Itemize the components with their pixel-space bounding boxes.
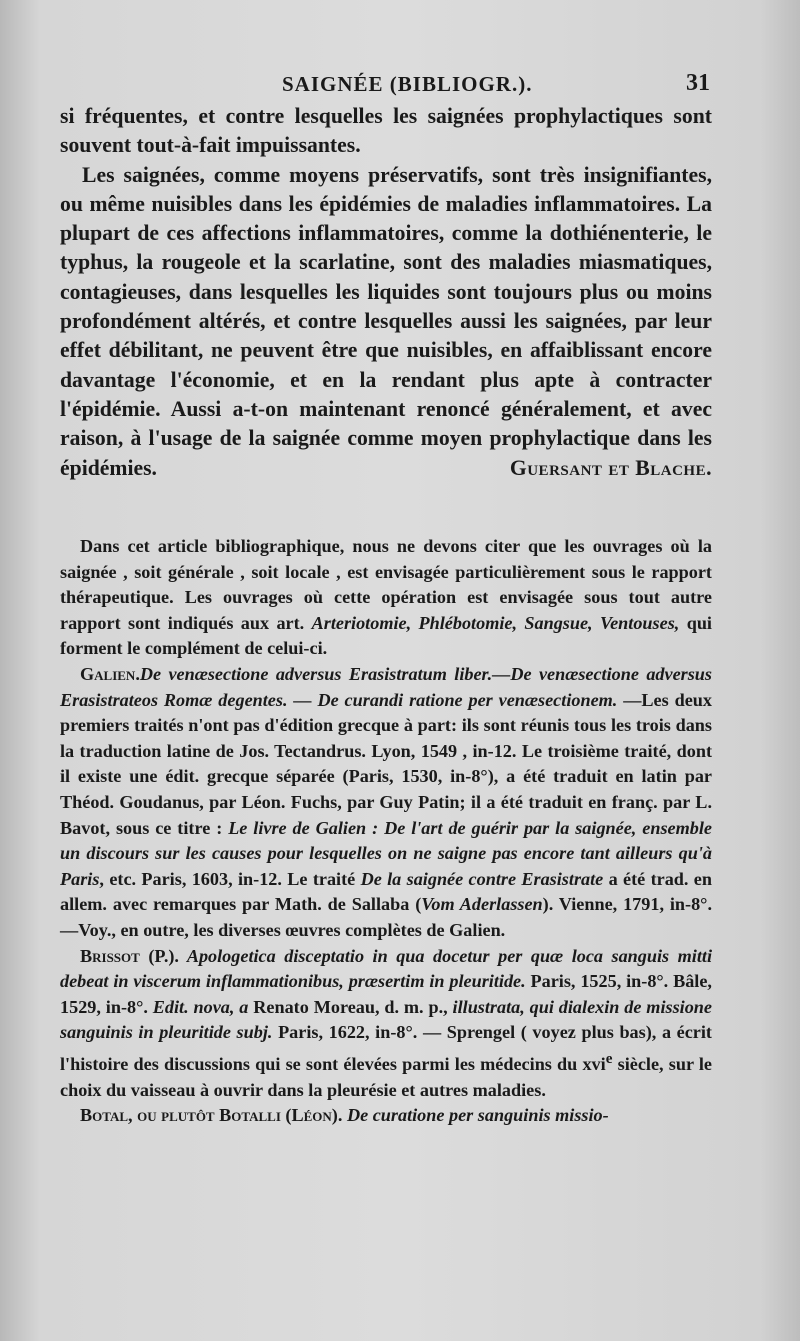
entry-text: —Les deux premiers traités n'ont pas d'édition grecque à part: ils sont réunis tous les trois dans la traduction latine de Jos. Tectandrus. Lyon, 1549 , in-12. Le troisième traité, dont il existe une édit. grecque séparée (Paris, 1530, in-8°), a été traduit en latin par Théod. Goudanus, par Léon. Fuchs, par Guy Patin; il a été traduit en franç. par L. Bavot, sous ce titre :: [60, 689, 712, 838]
bibliography-entry-brissot: [60, 944, 712, 1104]
entry-text: siècle, sur le choix du vaisseau à ouvrir dans la pleurésie et autres maladies.: [60, 1053, 712, 1100]
entry-title: De la saignée contre Erasistrate: [360, 868, 604, 889]
page-number: 31: [686, 70, 710, 96]
bibliography-intro: [60, 534, 712, 662]
paragraph-text: si fréquentes, et contre lesquelles les saignées prophylactiques sont souvent tout-à-fait impuissantes.: [60, 104, 712, 158]
entry-title: De curatione per sanguinis missio-: [346, 1105, 609, 1126]
bibliography-entry-botal: [60, 1103, 712, 1129]
running-title: SAIGNÉE (BIBLIOGR.).: [282, 72, 533, 96]
entry-text: Paris, 1622, in-8°. — Sprengel ( voyez plus bas), a écrit l'histoire des discussions qui se sont élevées parmi les médecins du xvi: [60, 1022, 712, 1074]
entry-title: Edit. nova, a: [152, 996, 249, 1017]
superscript: e: [605, 1049, 613, 1067]
entry-title: Le livre de Galien : De l'art de guérir par la saignée, ensemble un discours sur les causes pour lesquelles on ne saigne pas encore tant ailleurs qu'à Paris: [60, 817, 712, 889]
entry-text: , etc. Paris, 1603, in-12. Le traité: [99, 868, 361, 889]
intro-text-end: qui forment le complément de celui-ci.: [60, 612, 712, 659]
running-header: [60, 70, 710, 100]
paragraph: [60, 161, 712, 483]
entry-author: Botal, ou plutôt Botalli (Léon).: [80, 1105, 347, 1126]
entry-text: Renato Moreau, d. m. p.,: [248, 996, 453, 1017]
entry-text: ). Vienne, 1791, in-8°. —Voy., en outre, les diverses œuvres complètes de Galien.: [60, 894, 713, 940]
entry-text: a été trad. en allem. avec remarques par Math. de Sallaba (: [60, 868, 712, 915]
entry-title: Apologetica disceptatio in qua docetur per quæ loca sanguis mitti debeat in viscerum inflammationibus, præsertim in pleuritide.: [60, 945, 713, 992]
bibliography: [60, 534, 712, 1129]
entry-author: Brissot (P.).: [80, 945, 179, 966]
intro-text: Dans cet article bibliographique, nous ne devons citer que les ouvrages où la saignée , soit générale , soit locale , est envisagée particulièrement sous le rapport thérapeutique. Les ouvrages où cette opération est envisagée sous tout autre rapport sont indiqués aux art.: [60, 536, 712, 633]
entry-title: De venæsectione adversus Erasistratum liber.—De venæsectione adversus Erasistrateos Romæ degentes. — De curandi ratione per venæsectionem.: [60, 663, 712, 710]
entry-text: Paris, 1525, in-8°. Bâle, 1529, in-8°.: [60, 971, 712, 1017]
entry-title: illustrata, qui dialexin de missione sanguinis in pleuritide subj.: [60, 996, 712, 1043]
entry-author: Galien.: [80, 663, 140, 684]
paragraph-text: Les saignées, comme moyens préservatifs, sont très insignifiantes, ou même nuisibles dans les épidémies de maladies inflammatoires. La plupart de ces affections inflammatoires, comme la dothiénenterie, le typhus, la rougeole et la scarlatine, sont des maladies miasmatiques, contagieuses, dans lesquelles les liquides sont toujours plus ou moins profondément altérés, et contre lesquelles aussi les saignées, par leur effet débilitant, ne peuvent être que nuisibles, en affaiblissant encore davantage l'économie, et en la rendant plus apte à contracter l'épidémie. Aussi a-t-on maintenant renoncé généralement, et avec raison, à l'usage de la saignée comme moyen prophylactique dans les épidémies.: [60, 162, 712, 480]
author-signature: Guersant et Blache.: [509, 455, 712, 480]
bibliography-entry-galien: [60, 662, 712, 944]
paragraph: [60, 102, 712, 161]
intro-italic: Arteriotomie, Phlébotomie, Sangsue, Ventouses,: [311, 612, 680, 633]
main-text: [60, 102, 712, 483]
entry-title: Vom Aderlassen: [421, 894, 543, 915]
